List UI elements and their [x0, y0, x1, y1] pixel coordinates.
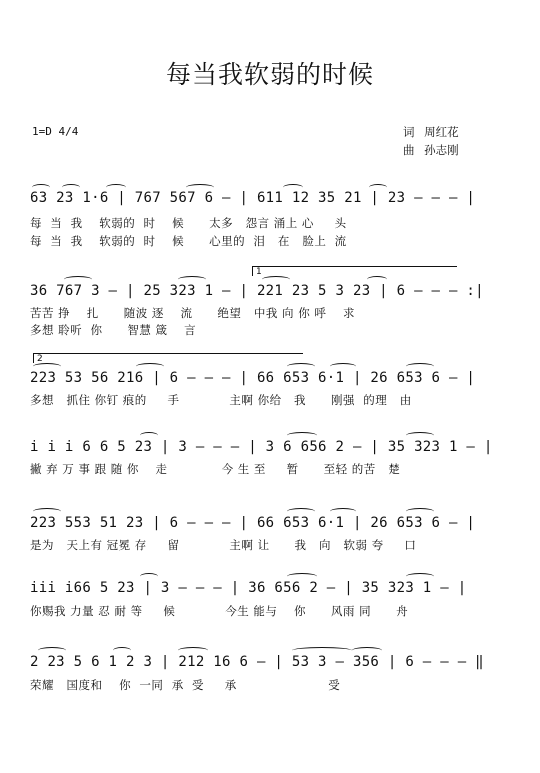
slur-mark	[113, 647, 131, 654]
slur-mark	[287, 508, 315, 515]
slur-mark	[287, 432, 317, 439]
slur-mark	[330, 508, 356, 515]
lyric-line-5: 是为 天上有 冠冕 存 留 主啊 让 我 向 软弱 夸 口	[30, 538, 417, 552]
slur-mark	[33, 363, 61, 370]
lyric-line-3: 多想 抓住 你钉 痕的 手 主啊 你给 我 刚强 的理 由	[30, 393, 412, 407]
slur-mark	[136, 363, 164, 370]
lyric-line-2a: 苦苦 挣 扎 随波 逐 流 绝望 中我 向 你 呼 求	[30, 306, 355, 320]
lyric-line-6: 你赐我 力量 忍 耐 等 候 今生 能与 你 风雨 同 舟	[30, 604, 409, 618]
lyric-line-1a: 每 当 我 软弱的 时 候 太多 怨言 涌上 心 头	[30, 216, 347, 230]
notation-line-5: 223 553 51 23 | 6 — — — | 66 653 6·1 | 26 653 6 — |	[30, 515, 476, 531]
notation-line-4: i i i 6 6 5 23 | 3 — — — | 3 6 656 2 — | 35 323 1 — |	[30, 439, 493, 455]
slur-mark	[262, 276, 290, 283]
slur-mark	[178, 276, 206, 283]
slur-mark	[406, 508, 434, 515]
slur-mark	[352, 647, 382, 654]
lyric-line-1b: 每 当 我 软弱的 时 候 心里的 泪 在 脸上 流	[30, 234, 347, 248]
slur-mark	[330, 363, 356, 370]
slur-mark	[292, 647, 352, 654]
slur-mark	[287, 363, 315, 370]
notation-line-6: iii i66 5 23 | 3 — — — | 36 656 2 — | 35 323 1 — |	[30, 580, 467, 596]
notation-line-7: 2 23 5 6 1 2 3 | 212 16 6 — | 53 3 — 356 | 6 — — — ‖	[30, 654, 484, 670]
lyric-line-7: 荣耀 国度和 你 一同 承 受 承 受	[30, 678, 341, 692]
slur-mark	[406, 432, 434, 439]
key-signature: 1=D 4/4	[32, 125, 79, 138]
first-ending-bracket: 1	[252, 266, 457, 276]
song-title: 每当我软弱的时候	[165, 60, 374, 89]
lyric-line-2b: 多想 聆听 你 智慧 箴 言	[30, 323, 197, 337]
slur-mark	[178, 647, 208, 654]
notation-line-1: 63 23 1·6 | 767 567 6 — | 611 12 35 21 | 23 — — — |	[30, 190, 476, 206]
slur-mark	[367, 276, 387, 283]
notation-line-3: 223 53 56 216 | 6 — — — | 66 653 6·1 | 26 653 6 — |	[30, 370, 476, 386]
lyric-line-4: 撇 弃 万 事 跟 随 你 走 今 生 至 暂 至轻 的苦 楚	[30, 462, 401, 476]
slur-mark	[406, 363, 434, 370]
lyricist-credit: 词 周红花	[403, 125, 459, 139]
second-ending-bracket: 2	[33, 353, 303, 363]
slur-mark	[64, 276, 92, 283]
notation-line-2: 36 767 3 — | 25 323 1 — | 221 23 5 3 23 | 6 — — — :|	[30, 283, 484, 299]
composer-credit: 曲 孙志刚	[403, 143, 459, 157]
slur-mark	[38, 647, 66, 654]
slur-mark	[33, 508, 61, 515]
slur-mark	[287, 573, 317, 580]
slur-mark	[406, 573, 434, 580]
slur-mark	[140, 432, 158, 439]
slur-mark	[140, 573, 158, 580]
